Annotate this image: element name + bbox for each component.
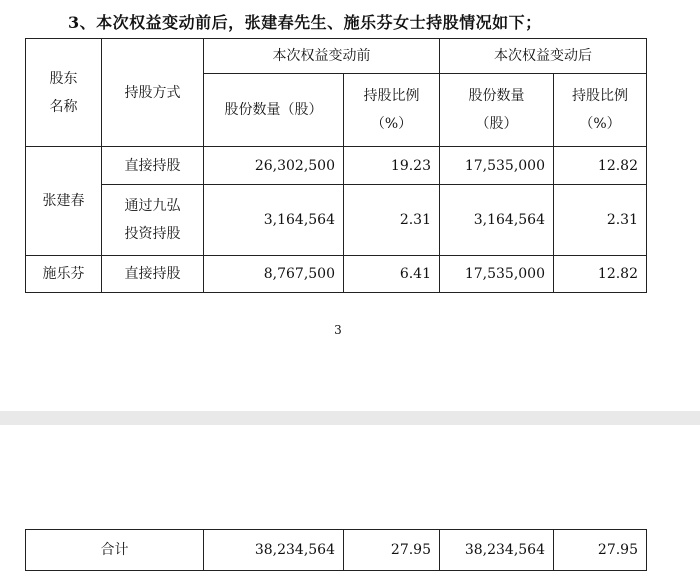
header-shares-after: 股份数量 （股）	[440, 74, 554, 147]
ratio-after-cell: 2.31	[554, 185, 647, 256]
total-row	[26, 530, 647, 571]
ratio-before-cell: 6.41	[344, 256, 440, 293]
shareholding-table	[25, 38, 647, 293]
table-row	[26, 147, 647, 185]
total-ratio-after: 27.95	[554, 530, 647, 571]
shareholder-name-cell: 施乐芬	[26, 256, 102, 293]
total-ratio-before: 27.95	[344, 530, 440, 571]
shares-after-cell: 17,535,000	[440, 256, 554, 293]
header-ratio-before: 持股比例 （%）	[344, 74, 440, 147]
page-separator	[0, 411, 700, 425]
shares-before-cell: 26,302,500	[204, 147, 344, 185]
total-table	[25, 529, 647, 571]
ratio-before-cell: 19.23	[344, 147, 440, 185]
shareholder-name-cell: 张建春	[26, 147, 102, 256]
header-shares-before: 股份数量（股）	[204, 74, 344, 147]
section-heading: 3、本次权益变动前后，张建春先生、施乐芬女士持股情况如下；	[68, 13, 542, 32]
document-page-2	[0, 425, 700, 581]
total-shares-before: 38,234,564	[204, 530, 344, 571]
holding-method-cell: 直接持股	[102, 256, 204, 293]
ratio-before-cell: 2.31	[344, 185, 440, 256]
total-label: 合计	[26, 530, 204, 571]
header-before-change: 本次权益变动前	[204, 39, 440, 74]
header-ratio-after: 持股比例 （%）	[554, 74, 647, 147]
holding-method-cell: 直接持股	[102, 147, 204, 185]
page-number: 3	[334, 323, 342, 337]
total-shares-after: 38,234,564	[440, 530, 554, 571]
ratio-after-cell: 12.82	[554, 147, 647, 185]
header-after-change: 本次权益变动后	[440, 39, 647, 74]
shares-after-cell: 3,164,564	[440, 185, 554, 256]
shares-after-cell: 17,535,000	[440, 147, 554, 185]
table-row	[26, 185, 647, 256]
holding-method-cell: 通过九弘 投资持股	[102, 185, 204, 256]
table-row	[26, 256, 647, 293]
shares-before-cell: 3,164,564	[204, 185, 344, 256]
header-shareholder-name: 股东 名称	[26, 39, 102, 147]
header-holding-method: 持股方式	[102, 39, 204, 147]
shares-before-cell: 8,767,500	[204, 256, 344, 293]
ratio-after-cell: 12.82	[554, 256, 647, 293]
